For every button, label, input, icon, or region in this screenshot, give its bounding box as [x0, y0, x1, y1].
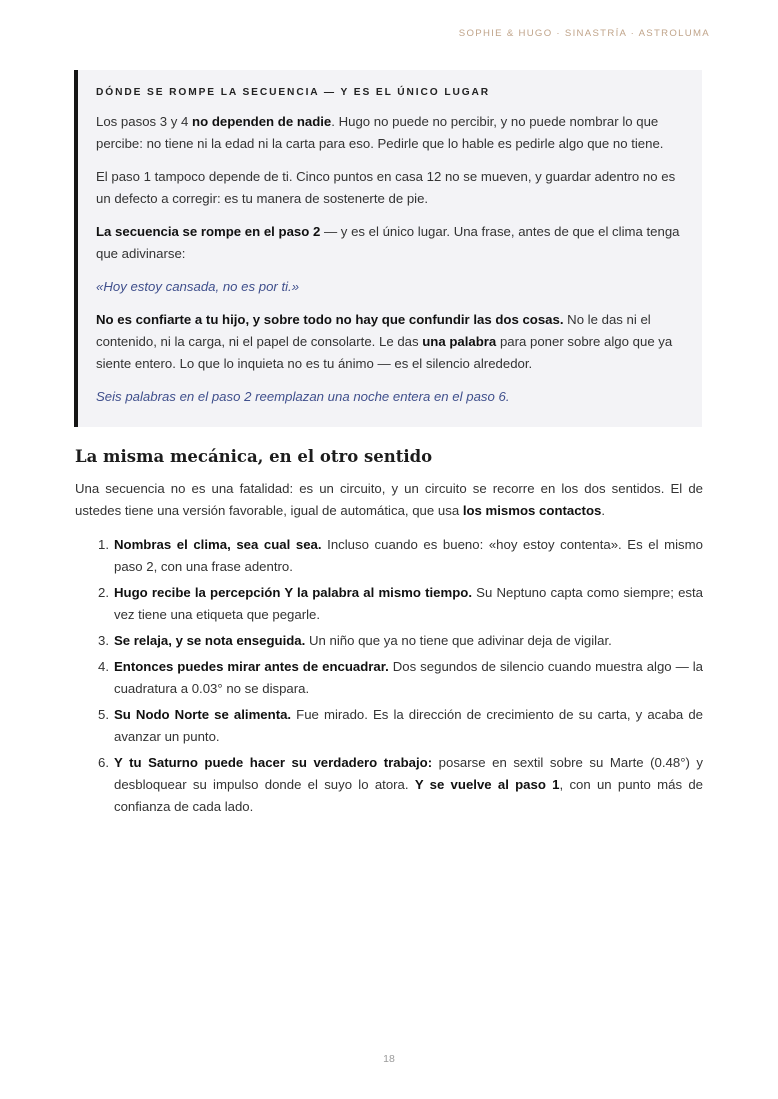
running-header: SOPHIE & HUGO · SINASTRÍA · ASTROLUMA: [458, 28, 710, 39]
page-number: 18: [383, 1053, 395, 1065]
list-number: 3.: [98, 633, 109, 648]
emphasis: no dependen de nadie: [192, 114, 332, 129]
list-number: 1.: [98, 537, 109, 552]
list-item: 4. Entonces puedes mirar antes de encuadrar. Dos segundos de silencio cuando muestra algo — la cuadratura a 0.03° no se dispara.: [114, 656, 703, 700]
list-number: 5.: [98, 707, 109, 722]
steps-list: [98, 534, 703, 822]
callout-paragraph-3: La secuencia se rompe en el paso 2 — y es el único lugar. Una frase, antes de que el clima tenga que adivinarse:: [96, 224, 680, 261]
section-intro: Una secuencia no es una fatalidad: es un circuito, y un circuito se recorre en los dos sentidos. El de ustedes tiene una versión favorable, igual de automática, que usa los mismos contactos.: [75, 481, 703, 518]
callout-quote: «Hoy estoy cansada, no es por ti.»: [96, 279, 300, 294]
list-number: 2.: [98, 585, 109, 600]
emphasis: La secuencia se rompe en el paso 2: [96, 224, 321, 239]
list-item: 3. Se relaja, y se nota enseguida. Un niño que ya no tiene que adivinar deja de vigilar.: [114, 630, 703, 652]
emphasis: No es confiarte a tu hijo, y sobre todo no hay que confundir las dos cosas.: [96, 312, 564, 327]
emphasis: una palabra: [422, 334, 497, 349]
callout-paragraph-1: Los pasos 3 y 4 no dependen de nadie. Hugo no puede no percibir, y no puede nombrar lo que percibe: no tiene ni la edad ni la carta para eso. Pedirle que lo hable es pedirle algo que no tiene.: [96, 114, 664, 151]
callout-title: DÓNDE SE ROMPE LA SECUENCIA — Y ES EL ÚNICO LUGAR: [96, 87, 491, 98]
list-item: 6. Y tu Saturno puede hacer su verdadero trabajo: posarse en sextil sobre su Marte (0.48°) y desbloquear su impulso donde el suyo lo atora. Y se vuelve al paso 1, con un punto más de confianza de cada lado.: [114, 752, 703, 818]
callout-note: Seis palabras en el paso 2 reemplazan una noche entera en el paso 6.: [96, 389, 510, 404]
emphasis: los mismos contactos: [462, 503, 602, 518]
list-number: 4.: [98, 659, 109, 674]
list-number: 6.: [98, 755, 109, 770]
list-item: 2. Hugo recibe la percepción Y la palabra al mismo tiempo. Su Neptuno capta como siempre; esta vez tiene una etiqueta que pegarle.: [114, 582, 703, 626]
list-item: 1. Nombras el clima, sea cual sea. Incluso cuando es bueno: «hoy estoy contenta». Es el mismo paso 2, con una frase adentro.: [114, 534, 703, 578]
section-title: La misma mecánica, en el otro sentido: [75, 447, 433, 466]
callout-paragraph-4: No es confiarte a tu hijo, y sobre todo no hay que confundir las dos cosas. No le das ni el contenido, ni la carga, ni el papel de consolarte. Le das una palabra para poner sobre algo que ya siente entero. Lo que lo inquieta no es tu ánimo — es el silencio alrededor.: [96, 312, 673, 371]
callout-box: [74, 70, 702, 427]
list-item: 5. Su Nodo Norte se alimenta. Fue mirado. Es la dirección de crecimiento de su carta, y acaba de avanzar un punto.: [114, 704, 703, 748]
callout-paragraph-2: El paso 1 tampoco depende de ti. Cinco puntos en casa 12 no se mueven, y guardar adentro no es un defecto a corregir: es tu manera de sostenerte de pie.: [96, 169, 676, 206]
